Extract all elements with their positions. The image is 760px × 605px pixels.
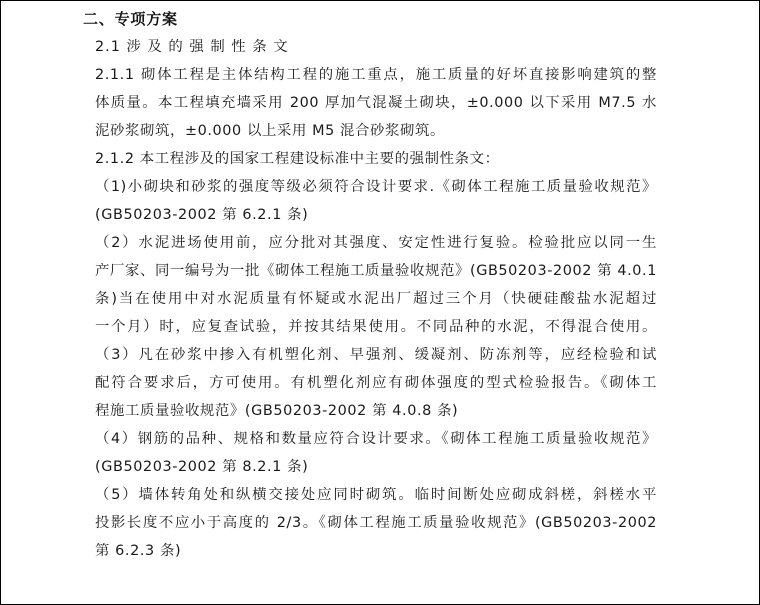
paragraph-line: 一个月）时，应复查试验，并按其结果使用。不同品种的水泥，不得混合使用。	[95, 319, 657, 335]
paragraph-line: （3）凡在砂浆中掺入有机塑化剂、早强剂、缓凝剂、防冻剂等，应经检验和试	[95, 347, 657, 363]
paragraph-line: 投影长度不应小于高度的 2/3。《砌体工程施工质量验收规范》(GB50203-2002	[95, 515, 657, 531]
subsection-title: 2.1 涉 及 的 强 制 性 条 文	[95, 39, 289, 55]
paragraph-line: 第 6.2.3 条)	[95, 543, 182, 559]
paragraph-line: 条)当在使用中对水泥质量有怀疑或水泥出厂超过三个月（快硬硅酸盐水泥超过	[95, 291, 657, 307]
paragraph-line: 程施工质量验收规范》(GB50203-2002 第 4.0.8 条)	[95, 403, 459, 419]
paragraph-line: (GB50203-2002 第 6.2.1 条)	[95, 207, 309, 223]
paragraph-line: （4）钢筋的品种、规格和数量应符合设计要求。《砌体工程施工质量验收规范》	[95, 431, 657, 447]
paragraph-line: （1)小砌块和砂浆的强度等级必须符合设计要求.《砌体工程施工质量验收规范》	[95, 179, 657, 195]
paragraph-line: 2.1.1 砌体工程是主体结构工程的施工重点，施工质量的好坏直接影响建筑的整	[95, 67, 657, 83]
paragraph-line: 2.1.2 本工程涉及的国家工程建设标准中主要的强制性条文：	[95, 151, 500, 167]
paragraph-line: （2）水泥进场使用前，应分批对其强度、安定性进行复验。检验批应以同一生	[95, 235, 657, 251]
paragraph-line: 泥砂浆砌筑，±0.000 以上采用 M5 混合砂浆砌筑。	[95, 123, 445, 139]
paragraph-line: 产厂家、同一编号为一批《砌体工程施工质量验收规范》(GB50203-2002 第 4.0.1	[95, 263, 657, 279]
section-heading: 二、专项方案	[83, 10, 178, 28]
paragraph-line: (GB50203-2002 第 8.2.1 条)	[95, 459, 309, 475]
paragraph-line: （5）墙体转角处和纵横交接处应同时砌筑。临时间断处应砌成斜槎，斜槎水平	[95, 487, 657, 503]
paragraph-line: 体质量。本工程填充墙采用 200 厚加气混凝土砌块，±0.000 以下采用 M7.5 水	[95, 95, 657, 111]
paragraph-line: 配符合要求后，方可使用。有机塑化剂应有砌体强度的型式检验报告。《砌体工	[95, 375, 657, 391]
